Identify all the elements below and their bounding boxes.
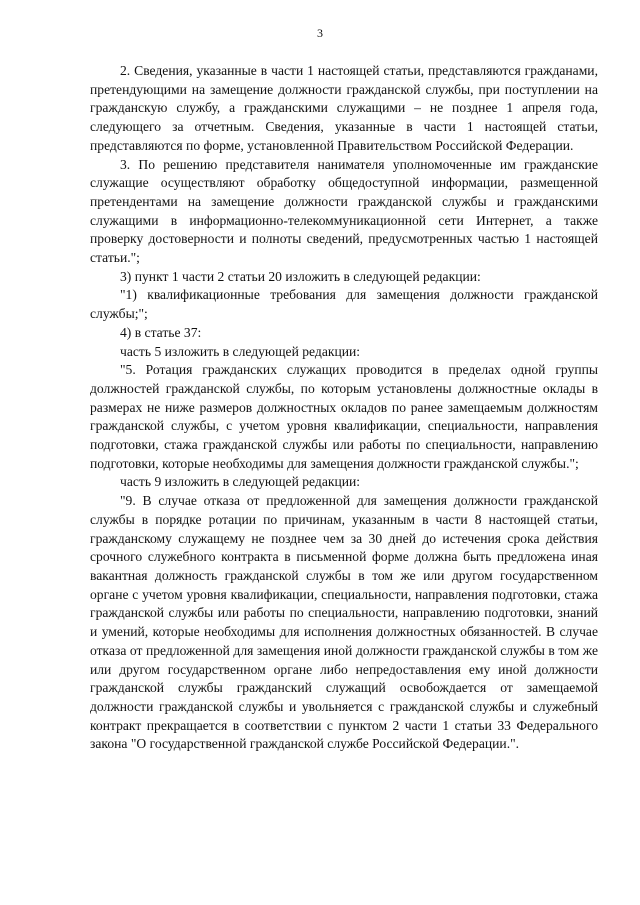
- paragraph-item-3-article-20: 3) пункт 1 части 2 статьи 20 изложить в следующей редакции:: [120, 268, 481, 284]
- paragraph-part-5-intro: часть 5 изложить в следующей редакции:: [120, 343, 361, 359]
- paragraph-part-9-refusal: "9. В случае отказа от предложенной для замещения должности гражданской службы в порядке ротации по причинам, указанным в части 8 настоящей статьи, гражданскому служащему не позднее чем за 30 дней до истечения срока действия срочного служебного контракта в письменной форме должна быть предложена иная вакантная должность гражданской службы в том же или другом государственном органе с учетом уровня квалификации, специальности, направления подготовки, стажа гражданской службы или работы по специальности, направлению подготовки, знаний и умений, которые необходимы для исполнения должностных обязанностей. В случае отказа от предложенной для замещения иной должности гражданской службы в том же или другом государственном органе либо непредоставления ему иной должности гражданской службы гражданский служащий освобождается от замещаемой должности гражданской службы и увольняется с гражданской службы и служебный контракт прекращается в соответствии с пунктом 2 части 1 статьи 33 Федерального закона "О государственной гражданской службе Российской Федерации.".: [90, 493, 598, 752]
- paragraph-part-3-verification: 3. По решению представителя нанимателя уполномоченные им гражданские служащие осуществляют обработку общедоступной информации, размещенной претендентами на замещение должности гражданской службы и гражданскими служащими в информационно-телекоммуникационной сети Интернет, а также проверку достоверности и полноты сведений, предусмотренных частью 1 настоящей статьи.";: [90, 156, 598, 266]
- paragraph-part-5-rotation: "5. Ротация гражданских служащих проводится в пределах одной группы должностей гражданской службы, по которым установлены должностные оклады в размерах не ниже размеров должностных окладов по ранее замещаемым должностям гражданской службы, с учетом уровня квалификации, специальности, направления подготовки, стажа гражданской службы или работы по специальности, направлению подготовки, которые необходимы для замещения должности гражданской службы.";: [90, 362, 598, 471]
- document-body: [90, 62, 598, 754]
- paragraph-part-2-info: 2. Сведения, указанные в части 1 настоящей статьи, представляются гражданами, претендующими на замещение должности гражданской службы, при поступлении на гражданскую службу, а гражданскими служащими – не позднее 1 апреля года, следующего за отчетным. Сведения, указанные в части 1 настоящей статьи, представляются по форме, установленной Правительством Российской Федерации.: [90, 63, 598, 153]
- paragraph-item-4-article-37: 4) в статье 37:: [120, 324, 202, 340]
- page-number: 3: [317, 26, 323, 40]
- paragraph-qualification-requirements: "1) квалификационные требования для замещения должности гражданской службы;";: [90, 287, 598, 322]
- paragraph-part-9-intro: часть 9 изложить в следующей редакции:: [120, 474, 361, 490]
